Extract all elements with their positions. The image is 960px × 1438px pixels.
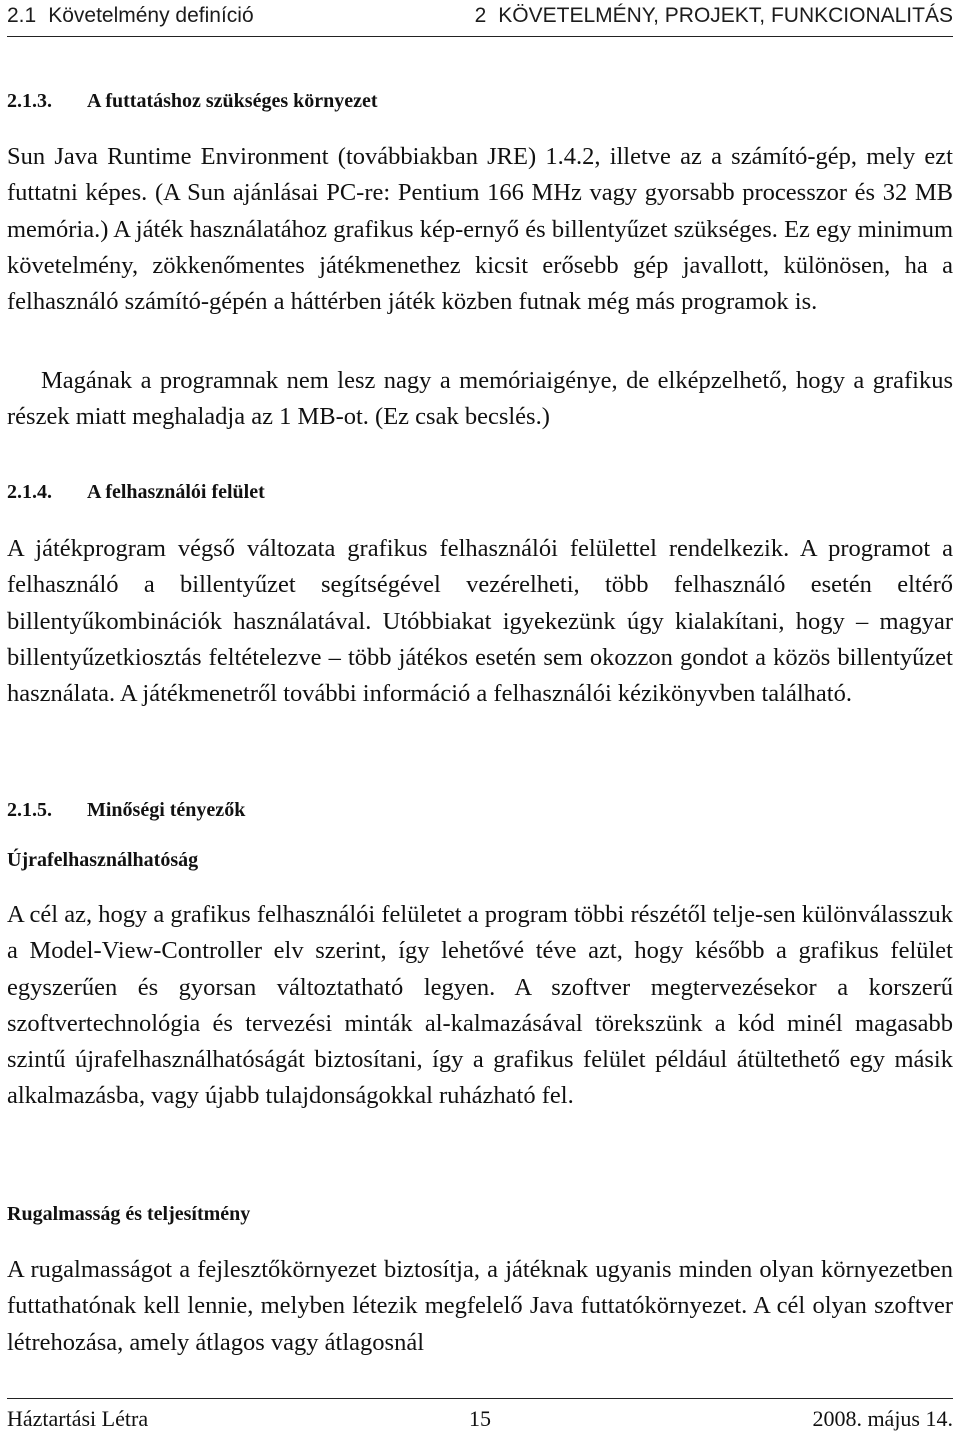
paragraph-runtime-environment: Sun Java Runtime Environment (továbbiakban JRE) 1.4.2, illetve az a számító-gép, mely ezt futtatni képes. (A Sun ajánlásai PC-re: Pentium 166 MHz vagy gyorsabb processzor és 32 MB memória.) A játék használatához grafikus kép-ernyő és billentyűzet szükséges. Ez egy minimum követelmény, zökkenőmentes játékmenethez kicsit erősebb gép javallott, különösen, ha a felhasználó számító-gépén a háttérben játék közben futnak még más programok is.	[7, 143, 953, 316]
paragraph-reusability: A cél az, hogy a grafikus felhasználói felületet a program többi részétől telje-sen különválasszuk a Model-View-Controller elv szerint, így lehetővé téve azt, hogy később a grafikus felület egyszerűen és gyorsan változtatható legyen. A szoftver megtervezésekor a korszerű szoftvertechnológia és tervezési minták al-kalmazásával törekszünk a kód minél magasabb szintű újrafelhasználhatóságát biztosítani, így a grafikus felület például átültethető egy másik alkalmazásba, vagy újabb tulajdonságokkal ruházható fel.	[7, 901, 953, 1110]
subsection-heading-flexibility: Rugalmasság és teljesítmény	[7, 1203, 251, 1225]
page-footer	[7, 1406, 953, 1436]
page-number: 15	[469, 1406, 491, 1431]
header-rule	[7, 36, 953, 37]
footer-rule	[7, 1398, 953, 1399]
section-number: 2.1.3.	[7, 90, 52, 112]
header-right-title: KÖVETELMÉNY, PROJEKT, FUNKCIONALITÁS	[498, 4, 953, 27]
subsection-heading-reusability: Újrafelhasználhatóság	[7, 849, 199, 871]
section-heading-2-1-4	[7, 481, 953, 504]
header-left-title: Követelmény definíció	[48, 4, 254, 27]
paragraph-flexibility: A rugalmasságot a fejlesztőkörnyezet biztosítja, a játéknak ugyanis minden olyan környezetben futtathatónak kell lennie, melyben létezik megfelelő Java futtatókörnyezet. A cél olyan szoftver létrehozása, amely átlagos vagy átlagosnál	[7, 1256, 953, 1356]
section-number: 2.1.5.	[7, 799, 52, 821]
header-right-number: 2	[474, 4, 487, 27]
section-title: Minőségi tényezők	[87, 799, 246, 821]
running-header	[7, 2, 953, 36]
footer-date: 2008. május 14.	[812, 1406, 953, 1431]
header-right	[475, 4, 953, 28]
section-title: A felhasználói felület	[87, 481, 265, 503]
section-number: 2.1.4.	[7, 481, 52, 503]
section-heading-2-1-5	[7, 799, 953, 822]
section-title: A futtatáshoz szükséges környezet	[87, 90, 378, 112]
header-left-number: 2.1	[7, 4, 37, 27]
paragraph-user-interface: A játékprogram végső változata grafikus felhasználói felülettel rendelkezik. A programot a felhasználó a billentyűzet segítségével vezérelheti, több felhasználó esetén eltérő billentyűkombinációk használatával. Utóbbiakat igyekezünk úgy kialakítani, hogy – magyar billentyűzetkiosztás feltételezve – több játékos esetén sem okozzon gondot a közös billentyűzet használata. A játékmenetről további információ a felhasználói kézikönyvben található.	[7, 535, 953, 708]
footer-project-name: Háztartási Létra	[7, 1406, 149, 1431]
section-heading-2-1-3	[7, 90, 953, 113]
header-left	[7, 4, 254, 28]
paragraph-memory: Magának a programnak nem lesz nagy a memóriaigénye, de elképzelhető, hogy a grafikus részek miatt meghaladja az 1 MB-ot. (Ez csak becslés.)	[7, 367, 953, 431]
